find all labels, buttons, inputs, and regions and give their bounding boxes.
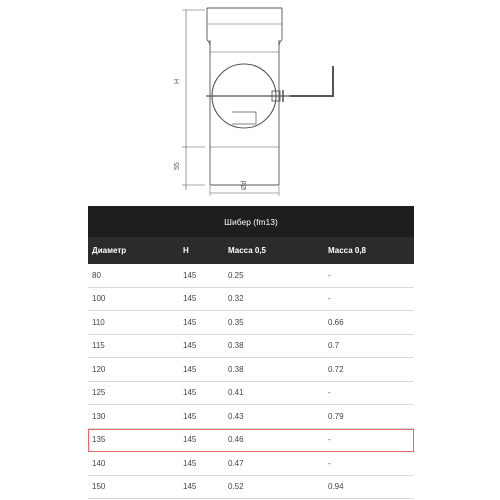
- cell-diameter: 100: [92, 294, 106, 304]
- cell-diameter: 125: [92, 388, 106, 398]
- cell-mass-05: 0.52: [228, 482, 244, 492]
- cell-diameter: 140: [92, 458, 106, 468]
- table-row: [88, 429, 414, 453]
- cell-mass-08: 0.66: [328, 317, 344, 327]
- header-h: H: [183, 246, 189, 255]
- cell-mass-08: 0.72: [328, 364, 344, 374]
- cell-mass-08: -: [328, 388, 331, 398]
- cell-mass-08: 0.7: [328, 341, 340, 351]
- table-title: Шибер (fm13): [88, 206, 414, 237]
- cell-h: 145: [183, 294, 197, 304]
- cell-h: 145: [183, 411, 197, 421]
- cell-mass-05: 0.38: [228, 364, 244, 374]
- cell-mass-05: 0.46: [228, 435, 244, 445]
- table-row: [88, 476, 414, 500]
- table-row: [88, 452, 414, 476]
- cell-mass-05: 0.41: [228, 388, 244, 398]
- cell-h: 145: [183, 317, 197, 327]
- cell-diameter: 135: [92, 435, 106, 445]
- damper-handle: [290, 66, 333, 96]
- cell-diameter: 130: [92, 411, 106, 421]
- table-row: [88, 264, 414, 288]
- header-mass-05: Масса 0,5: [228, 246, 266, 255]
- cell-mass-08: -: [328, 270, 331, 280]
- header-mass-08: Масса 0,8: [328, 246, 366, 255]
- dim-d-label: Ød: [241, 180, 248, 190]
- cell-mass-08: -: [328, 458, 331, 468]
- cell-diameter: 150: [92, 482, 106, 492]
- cell-h: 145: [183, 388, 197, 398]
- cell-mass-08: 0.94: [328, 482, 344, 492]
- cell-mass-05: 0.32: [228, 294, 244, 304]
- cell-mass-08: -: [328, 294, 331, 304]
- technical-drawing: [0, 0, 500, 205]
- table-body: [88, 264, 414, 499]
- table-row: [88, 405, 414, 429]
- cell-mass-05: 0.25: [228, 270, 244, 280]
- table-row: [88, 358, 414, 382]
- dim-55-label: 55: [174, 162, 181, 170]
- cell-h: 145: [183, 270, 197, 280]
- cell-mass-05: 0.43: [228, 411, 244, 421]
- cell-diameter: 110: [92, 317, 105, 327]
- cell-mass-08: 0.79: [328, 411, 344, 421]
- cell-h: 145: [183, 482, 197, 492]
- cell-diameter: 120: [92, 364, 106, 374]
- cell-h: 145: [183, 341, 197, 351]
- cell-mass-08: -: [328, 435, 331, 445]
- table-header-row: [88, 237, 414, 264]
- cell-h: 145: [183, 364, 197, 374]
- cell-h: 145: [183, 435, 197, 445]
- spec-table: [88, 206, 414, 499]
- cell-mass-05: 0.35: [228, 317, 244, 327]
- cell-diameter: 115: [92, 341, 105, 351]
- cell-mass-05: 0.47: [228, 458, 244, 468]
- table-row: [88, 382, 414, 406]
- cell-h: 145: [183, 458, 197, 468]
- header-diameter: Диаметр: [92, 246, 127, 255]
- table-row: [88, 288, 414, 312]
- table-row: [88, 335, 414, 359]
- cell-diameter: 80: [92, 270, 101, 280]
- table-row: [88, 311, 414, 335]
- dim-h-label: H: [174, 78, 181, 84]
- cell-mass-05: 0.38: [228, 341, 244, 351]
